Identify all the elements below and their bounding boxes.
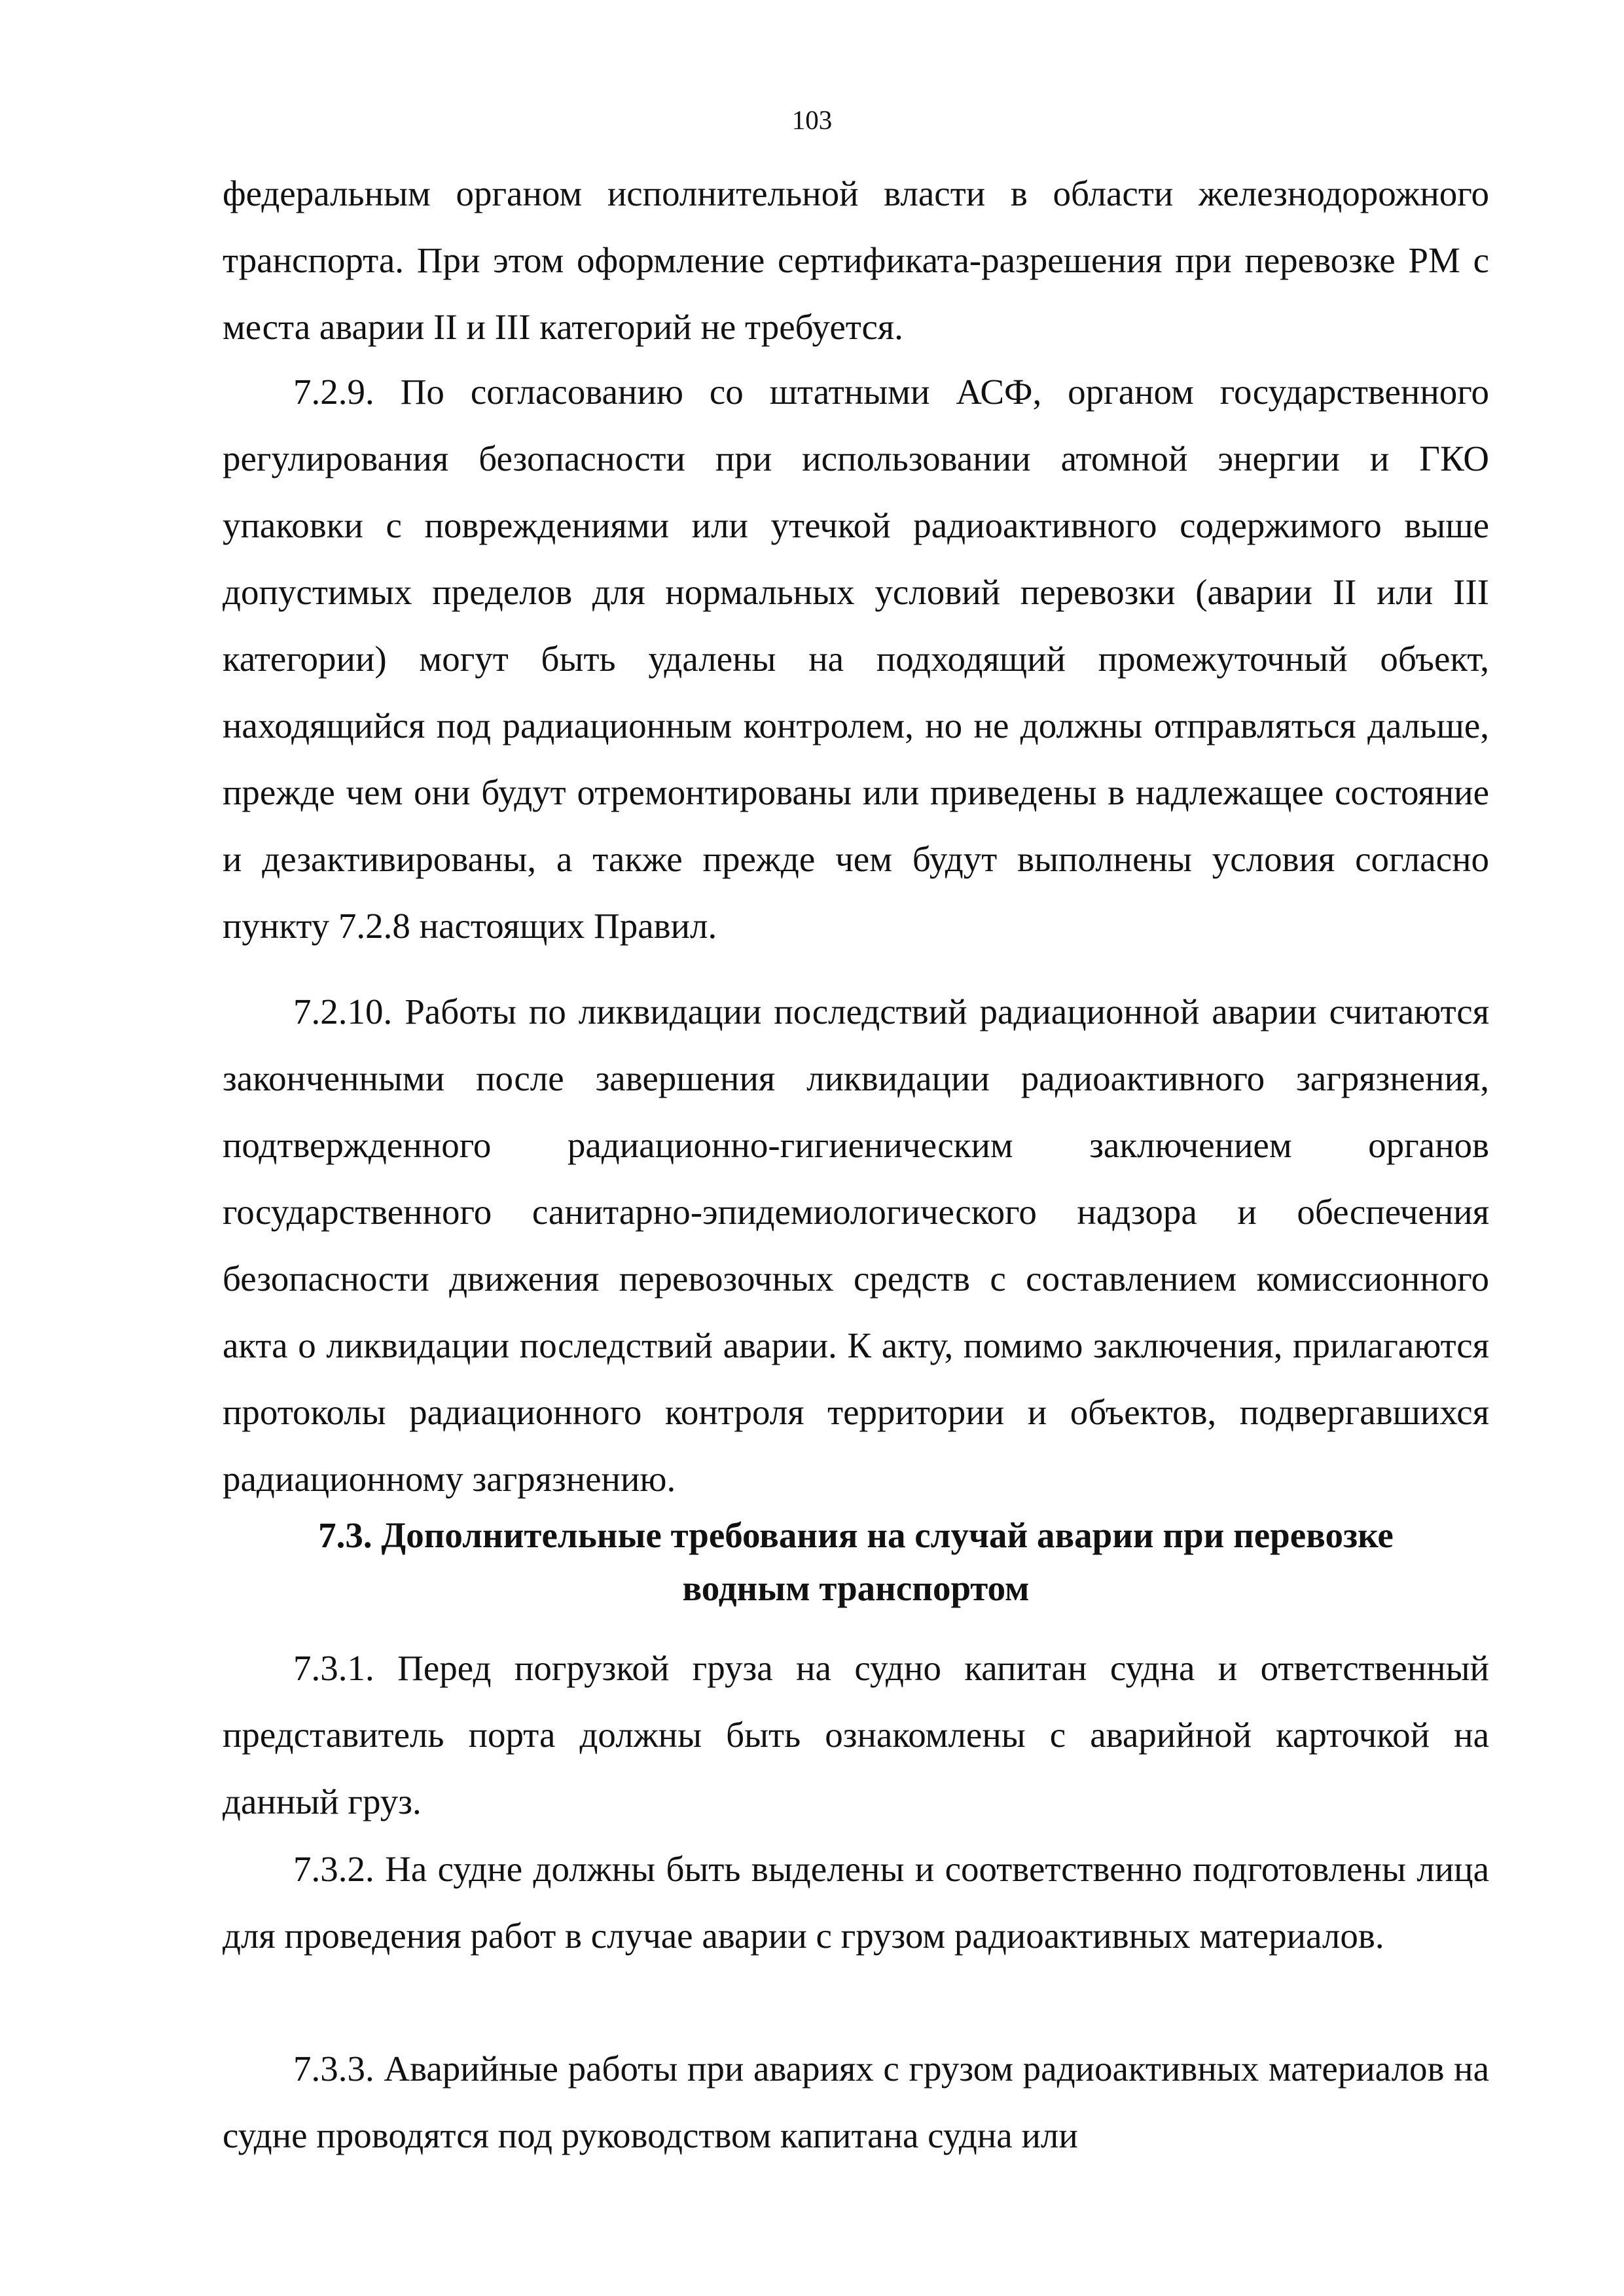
text-block-7-2-9 xyxy=(223,359,1489,960)
text-block-7-2-10 xyxy=(223,978,1489,1513)
paragraph-7-3-3: 7.3.3. Аварийные работы при авариях с грузом радиоактивных материалов на судне проводятся под руководством капитана судна или xyxy=(223,2049,1489,2155)
text-block-continuation xyxy=(223,160,1489,361)
section-heading-line-1: 7.3. Дополнительные требования на случай аварии при перевозке xyxy=(318,1515,1394,1555)
text-block-7-3-2 xyxy=(223,1836,1489,1969)
paragraph-continuation: федеральным органом исполнительной власти в области железнодорожного транспорта. При этом оформление сертификата-разрешения при перевозке РМ с места аварии II и III категорий не требуется. xyxy=(223,173,1489,347)
paragraph-7-3-1: 7.3.1. Перед погрузкой груза на судно капитан судна и ответственный представитель порта должны быть ознакомлены с аварийной карточкой на данный груз. xyxy=(223,1648,1489,1821)
section-heading-7-3 xyxy=(223,1509,1489,1615)
paragraph-7-2-9: 7.2.9. По согласованию со штатными АСФ, органом государственного регулирования безопасности при использовании атомной энергии и ГКО упаковки с повреждениями или утечкой радиоактивного содержимого выше допустимых пределов для нормальных условий перевозки (аварии II или III категории) могут быть удалены на подходящий промежуточный объект, находящийся под радиационным контролем, но не должны отправляться дальше, прежде чем они будут отремонтированы или приведены в надлежащее состояние и дезактивированы, а также прежде чем будут выполнены условия согласно пункту 7.2.8 настоящих Правил. xyxy=(223,372,1489,946)
section-heading-line-2: водным транспортом xyxy=(682,1568,1030,1608)
paragraph-7-2-10: 7.2.10. Работы по ликвидации последствий радиационной аварии считаются законченными после завершения ликвидации радиоактивного загрязнения, подтвержденного радиационно-гигиеническим заключением органов государственного санитарно-эпидемиологического надзора и обеспечения безопасности движения перевозочных средств с составлением комиссионного акта о ликвидации последствий аварии. К акту, помимо заключения, прилагаются протоколы радиационного контроля территории и объектов, подвергавшихся радиационному загрязнению. xyxy=(223,992,1489,1499)
paragraph-7-3-2: 7.3.2. На судне должны быть выделены и соответственно подготовлены лица для проведения работ в случае аварии с грузом радиоактивных материалов. xyxy=(223,1849,1489,1956)
text-block-7-3-3 xyxy=(223,2036,1489,2169)
page-number: 103 xyxy=(791,105,833,135)
text-block-7-3-1 xyxy=(223,1635,1489,1835)
